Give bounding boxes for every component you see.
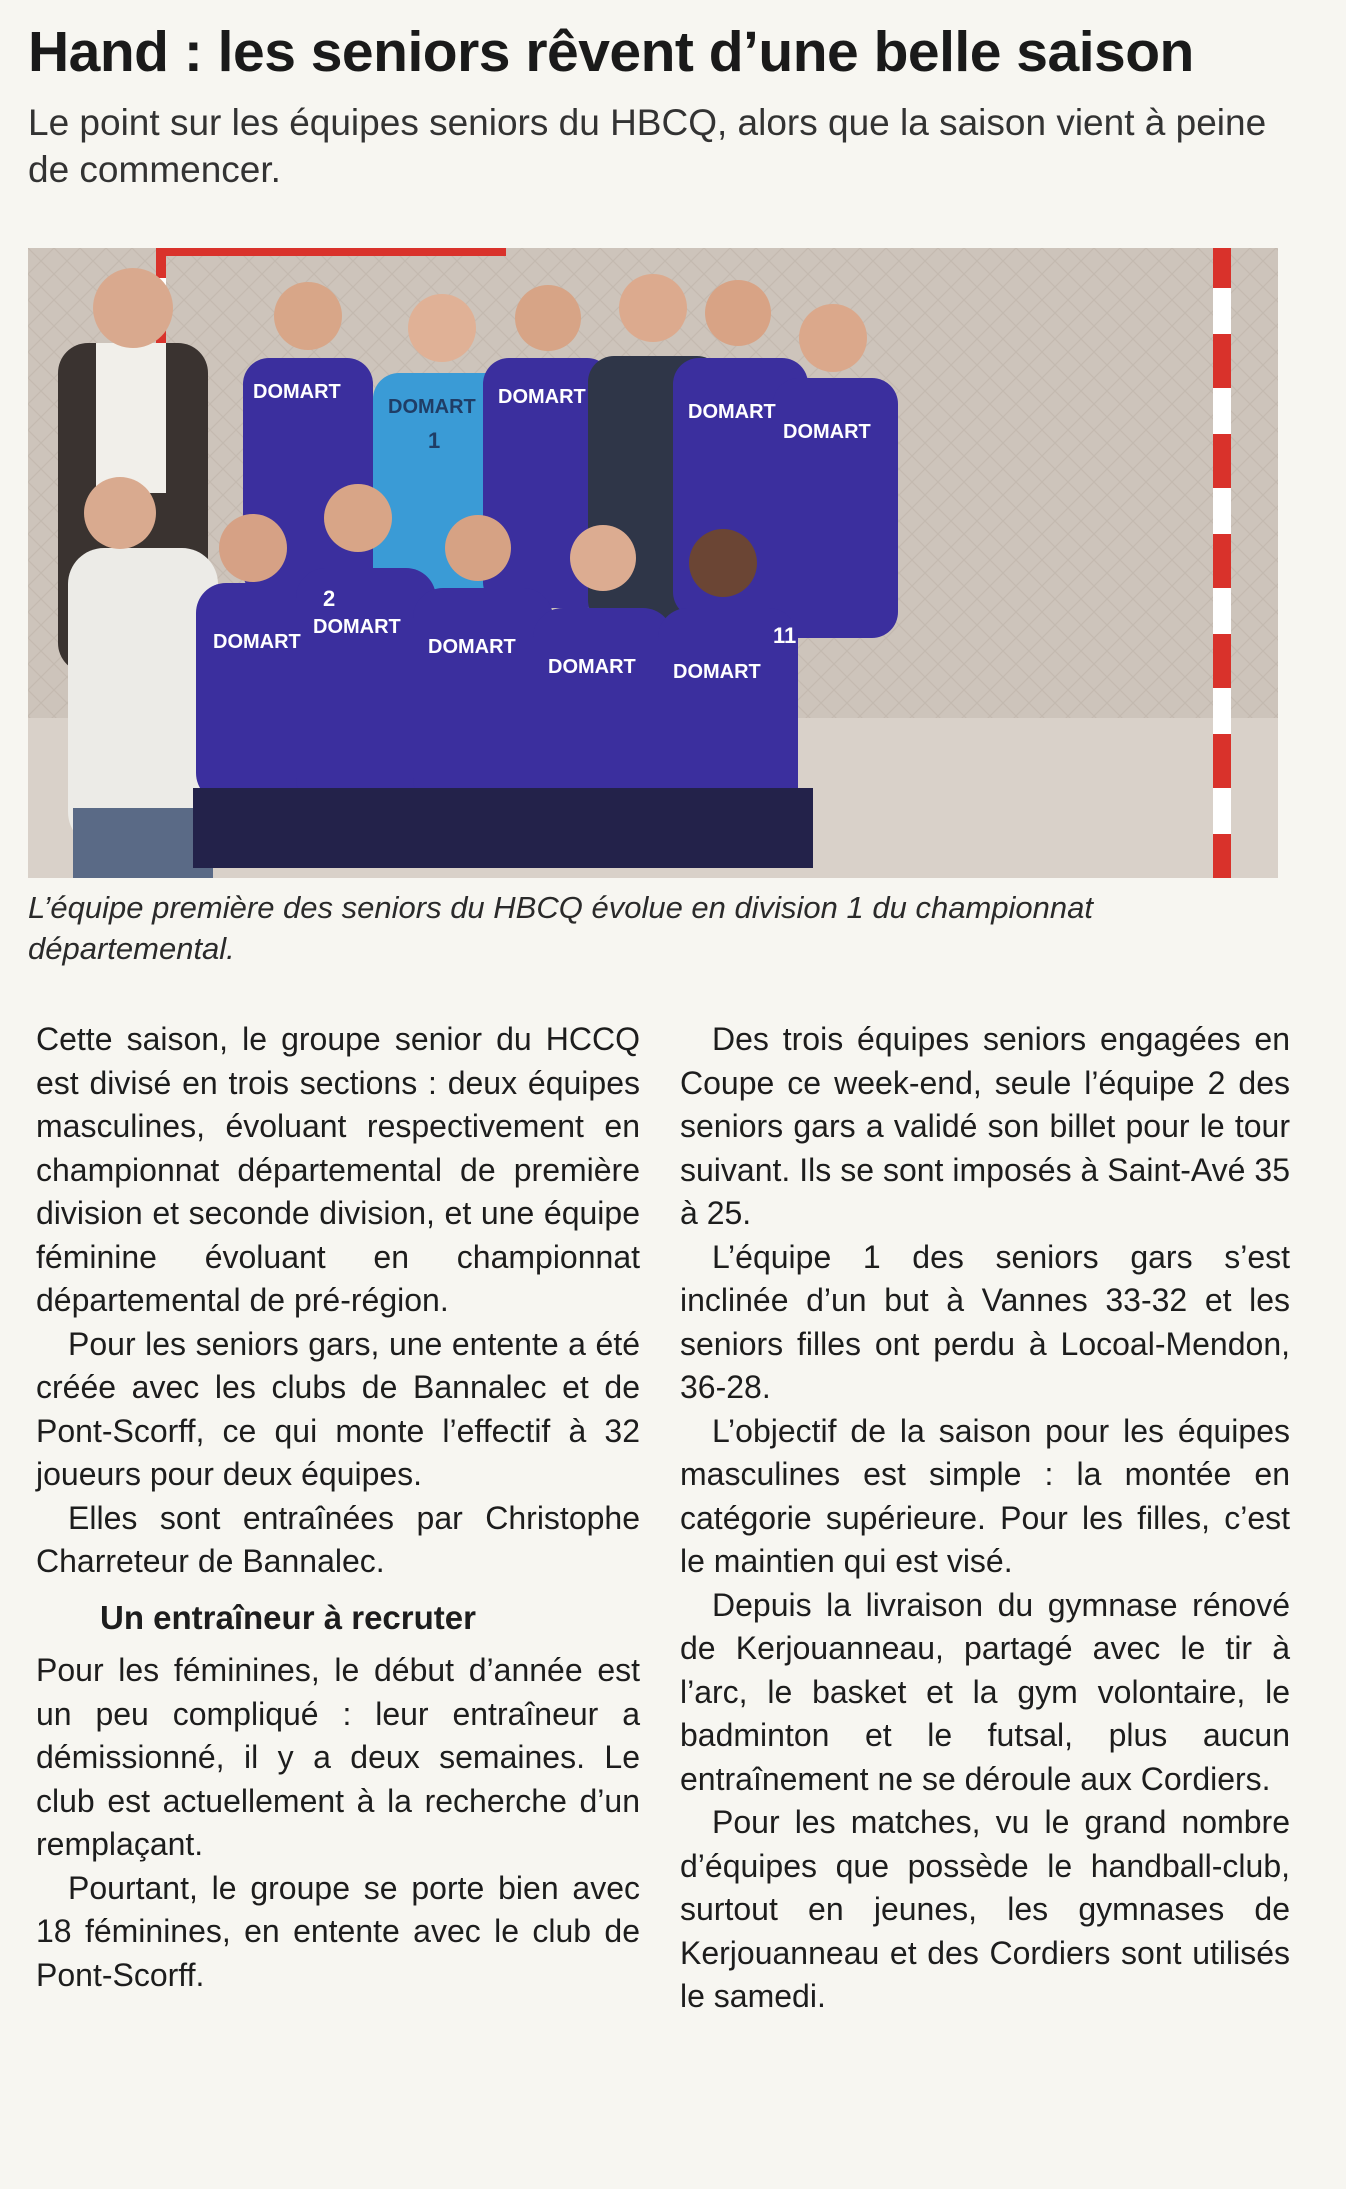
jersey-sponsor-label: DOMART — [388, 396, 476, 418]
article-paragraph: Pour les féminines, le début d’année est un peu compliqué : leur entraîneur a démissionné, il y a deux semaines. Le club est actuellement à la recherche d’un remplaçant. — [36, 1652, 640, 1863]
jersey-sponsor-label: DOMART — [673, 661, 761, 683]
jersey-sponsor-label: DOMART — [428, 636, 516, 658]
jersey-number: 2 — [323, 586, 336, 611]
jersey-sponsor-label: DOMART — [688, 401, 776, 423]
photo-caption: L’équipe première des seniors du HBCQ évolue en division 1 du championnat départemental. — [28, 890, 1093, 967]
article-paragraph: Pourtant, le groupe se porte bien avec 18 féminines, en entente avec le club de Pont-Scorff. — [36, 1869, 640, 1993]
article-paragraph: Pour les seniors gars, une entente a été créée avec les clubs de Bannalec et de Pont-Scorff, ce qui monte l’effectif à 32 joueurs pour deux équipes. — [36, 1325, 640, 1492]
jersey-sponsor-label: DOMART — [253, 381, 341, 403]
article-column-right — [680, 1018, 1290, 2019]
article-headline: Hand : les seniors rêvent d’une belle saison — [28, 20, 1194, 84]
jersey-number: 1 — [428, 428, 441, 453]
right-goalpost — [1213, 248, 1231, 878]
article-paragraph: Pour les matches, vu le grand nombre d’équipes que possède le handball-club, surtout en jeunes, les gymnases de Kerjouanneau et des Cordiers sont utilisés le samedi. — [680, 1804, 1290, 2014]
article-paragraph: Des trois équipes seniors engagées en Coupe ce week-end, seule l’équipe 2 des seniors gars a validé son billet pour le tour suivant. Ils se sont imposés à Saint-Avé 35 à 25. — [680, 1021, 1290, 1231]
team-photo — [28, 248, 1278, 878]
article-paragraph: Cette saison, le groupe senior du HCCQ est divisé en trois sections : deux équipes masculines, évoluant respectivement en championnat départemental de première division et seconde division, et une équipe féminine évoluant en championnat départemental de pré-région. — [36, 1021, 640, 1318]
jersey-number: 11 — [773, 623, 797, 648]
jersey-sponsor-label: DOMART — [213, 631, 301, 653]
article-paragraph: L’équipe 1 des seniors gars s’est inclinée d’un but à Vannes 33-32 et les seniors filles ont perdu à Locoal-Mendon, 36-28. — [680, 1238, 1290, 1405]
article-subhead: Le point sur les équipes seniors du HBCQ, alors que la saison vient à peine de commencer. — [28, 102, 1267, 190]
jersey-sponsor-label: DOMART — [498, 386, 586, 408]
jersey-sponsor-label: DOMART — [548, 656, 636, 678]
article-paragraph: Depuis la livraison du gymnase rénové de Kerjouanneau, partagé avec le tir à l’arc, le basket et la gym volontaire, le badminton et le futsal, plus aucun entraînement ne se déroule aux Cordiers. — [680, 1586, 1290, 1797]
article-column-left — [36, 1018, 640, 1997]
article-intertitle: Un entraîneur à recruter — [100, 1598, 476, 1636]
article-paragraph: Elles sont entraînées par Christophe Charreteur de Bannalec. — [36, 1499, 640, 1579]
article-paragraph: L’objectif de la saison pour les équipes masculines est simple : la montée en catégorie supérieure. Pour les filles, c’est le maintien qui est visé. — [680, 1412, 1290, 1579]
jersey-sponsor-label: DOMART — [313, 616, 401, 638]
jersey-sponsor-label: DOMART — [783, 421, 871, 443]
